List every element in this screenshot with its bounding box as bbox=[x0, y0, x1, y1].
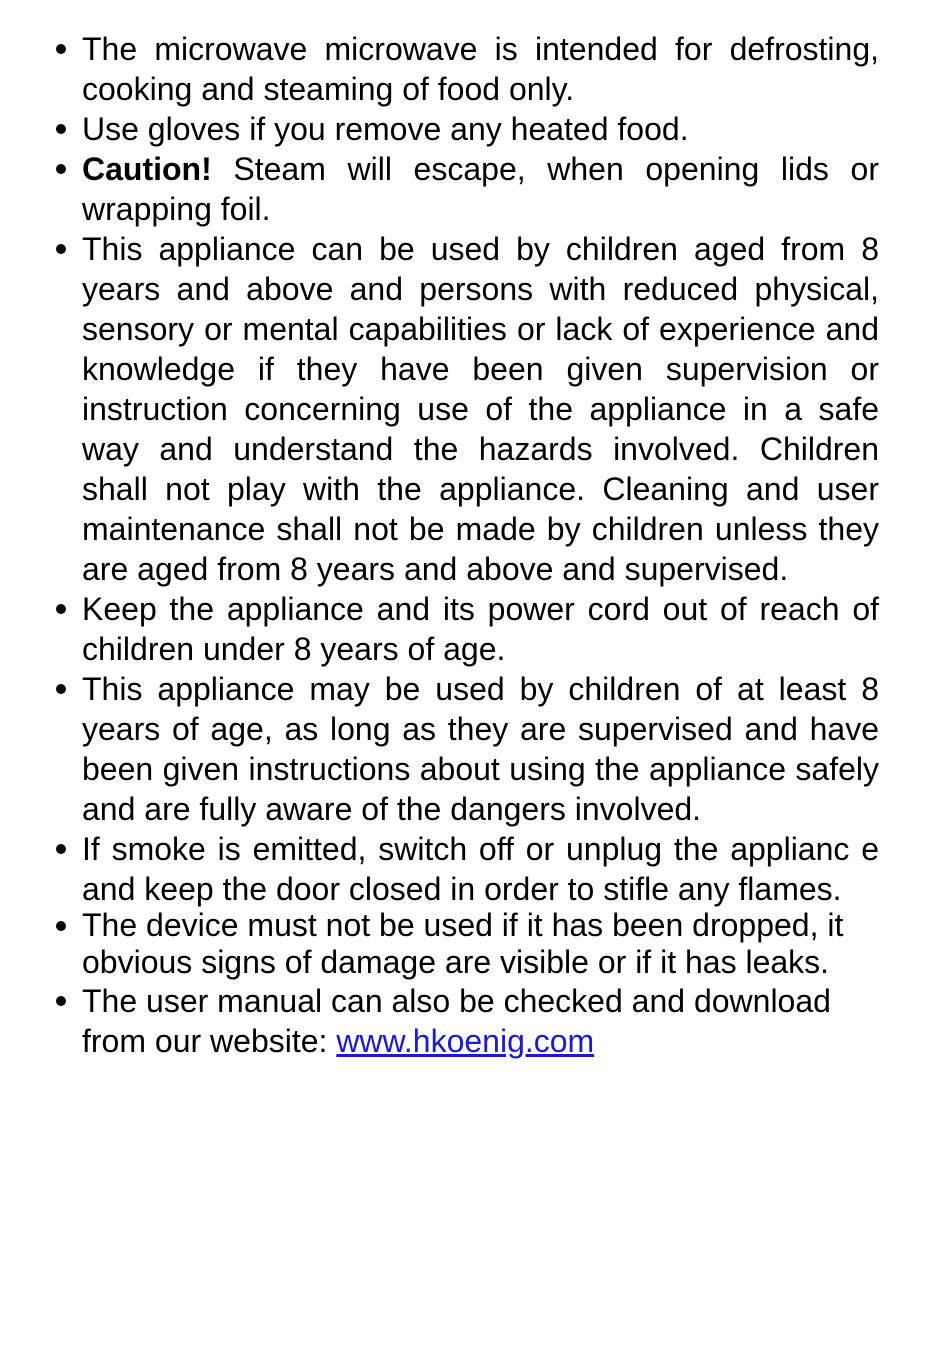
caution-text: Steam will escape, when opening lids or wrapping foil. bbox=[82, 151, 879, 227]
website-link[interactable]: www.hkoenig.com bbox=[336, 1023, 595, 1059]
list-item: The device must not be used if it has been dropped, it obvious signs of damage are visible or if it has leaks. bbox=[82, 907, 879, 981]
list-item: The microwave microwave is intended for defrosting, cooking and steaming of food only. bbox=[82, 31, 879, 107]
list-item: If smoke is emitted, switch off or unplug the applianc e and keep the door closed in order to stifle any flames. bbox=[82, 831, 879, 907]
list-item-caution bbox=[82, 149, 879, 229]
website-prefix: The user manual can also be checked and download from our website: bbox=[82, 983, 831, 1059]
list-item: Use gloves if you remove any heated food. bbox=[82, 109, 879, 149]
safety-instructions-list bbox=[82, 29, 879, 1061]
caution-label: Caution! bbox=[82, 151, 212, 187]
list-item-website bbox=[82, 981, 879, 1061]
list-item: Keep the appliance and its power cord out of reach of children under 8 years of age. bbox=[82, 591, 879, 667]
list-item: This appliance may be used by children of at least 8 years of age, as long as they are supervised and have been given instructions about using the appliance safely and are fully aware of the dangers involved. bbox=[82, 671, 879, 827]
list-item: This appliance can be used by children aged from 8 years and above and persons with reduced physical, sensory or mental capabilities or lack of experience and knowledge if they have been given supervision or instruction concerning use of the appliance in a safe way and understand the hazards involved. Children shall not play with the appliance. Cleaning and user maintenance shall not be made by children unless they are aged from 8 years and above and supervised. bbox=[82, 231, 879, 587]
